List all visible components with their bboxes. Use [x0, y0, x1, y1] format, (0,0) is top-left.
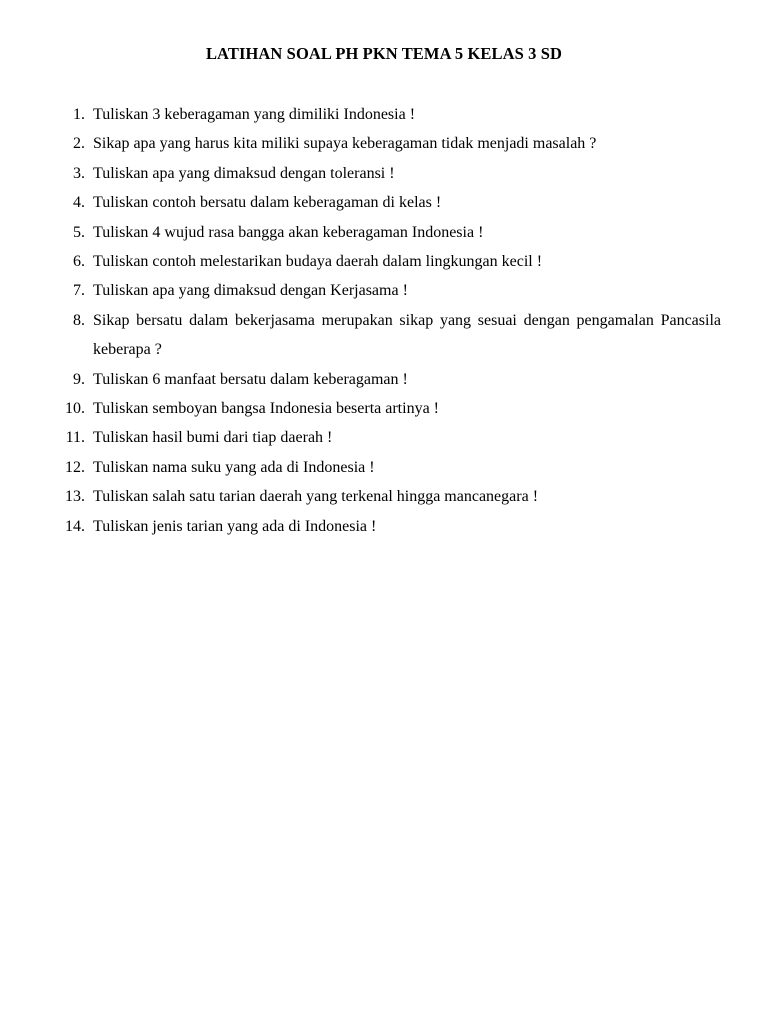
question-number: 14. — [65, 517, 85, 535]
document-title: LATIHAN SOAL PH PKN TEMA 5 KELAS 3 SD — [205, 44, 563, 63]
question-item-8 — [0, 306, 768, 365]
question-item-3 — [0, 159, 768, 188]
question-number: 4. — [73, 194, 85, 212]
question-number: 10. — [65, 400, 85, 418]
question-number: 5. — [73, 223, 85, 241]
question-text: Tuliskan nama suku yang ada di Indonesia ! — [93, 458, 375, 476]
question-text: Tuliskan jenis tarian yang ada di Indonesia ! — [93, 517, 377, 535]
question-number: 6. — [73, 253, 85, 271]
question-item-4 — [0, 188, 768, 217]
question-text: Tuliskan apa yang dimaksud dengan Kerjasama ! — [93, 282, 408, 300]
question-item-5 — [0, 218, 768, 247]
question-text: Tuliskan apa yang dimaksud dengan toleransi ! — [93, 164, 395, 182]
question-number: 1. — [73, 106, 85, 123]
question-text: Tuliskan salah satu tarian daerah yang terkenal hingga mancanegara ! — [93, 488, 539, 506]
question-number: 7. — [73, 282, 85, 300]
question-item-14 — [0, 512, 768, 541]
question-text: Sikap bersatu dalam bekerjasama merupakan sikap yang sesuai dengan pengamalan Pancasila keberapa ? — [93, 311, 721, 359]
question-item-13 — [0, 482, 768, 511]
question-text: Tuliskan 4 wujud rasa bangga akan keberagaman Indonesia ! — [93, 223, 484, 241]
question-text: Tuliskan 6 manfaat bersatu dalam keberagaman ! — [93, 370, 408, 388]
question-item-10 — [0, 394, 768, 423]
question-text: Tuliskan contoh bersatu dalam keberagaman di kelas ! — [93, 194, 442, 212]
question-item-6 — [0, 247, 768, 276]
question-number: 2. — [73, 135, 85, 153]
question-item-11 — [0, 423, 768, 452]
question-text: Sikap apa yang harus kita miliki supaya keberagaman tidak menjadi masalah ? — [93, 135, 597, 153]
question-number: 9. — [73, 370, 85, 388]
question-text: Tuliskan 3 keberagaman yang dimiliki Indonesia ! — [93, 106, 416, 123]
question-number: 11. — [65, 429, 85, 447]
question-text: Tuliskan contoh melestarikan budaya daerah dalam lingkungan kecil ! — [93, 253, 543, 271]
question-item-12 — [0, 453, 768, 482]
question-text: Tuliskan semboyan bangsa Indonesia beserta artinya ! — [93, 400, 439, 418]
question-number: 12. — [65, 458, 85, 476]
question-number: 13. — [65, 488, 85, 506]
question-item-9 — [0, 365, 768, 394]
question-number: 8. — [73, 311, 85, 329]
question-item-7 — [0, 276, 768, 305]
question-number: 3. — [73, 164, 85, 182]
question-list — [0, 100, 768, 541]
question-item-1 — [0, 100, 768, 129]
question-text: Tuliskan hasil bumi dari tiap daerah ! — [93, 429, 333, 447]
question-item-2 — [0, 129, 768, 158]
